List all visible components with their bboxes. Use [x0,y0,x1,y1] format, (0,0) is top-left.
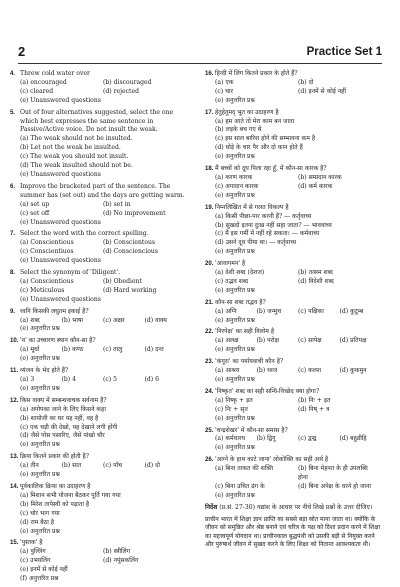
answer-option[interactable]: (b) भाषा [61,316,84,324]
answer-option[interactable]: (a) देशी शब्द (देशज) [215,269,265,277]
answer-option[interactable]: (c) set off [20,209,50,217]
answer-option[interactable]: (a) एक [215,78,234,86]
question-text: 'पुस्तक' है [20,539,43,547]
question-text: 'व' का उच्चारण स्थान कौन-सा है? [20,337,96,345]
answer-option[interactable]: (d) कुटुम्ब [339,307,364,315]
directions-block [205,504,381,513]
question-header [205,388,381,397]
answer-option[interactable]: (a) कर्मधारय [215,435,246,443]
answer-option[interactable]: (e) अनुत्तरित प्रश्न [215,491,255,499]
question-number: 22. [205,328,214,336]
question-number: 25. [205,426,214,434]
answer-option[interactable]: (d) नपुंसकलिंग [103,557,139,565]
answer-option[interactable]: (e) अनुत्तरित प्रश्न [215,444,255,452]
answer-option[interactable]: (e) Unanswered questions [20,257,101,265]
answer-option[interactable]: (d) राम बैठा है [20,518,55,526]
answer-option[interactable]: (d) इनमें से कोई नहीं [298,87,346,95]
answer-option[interactable]: (e) Unanswered questions [20,170,101,178]
option-list [205,213,381,258]
answer-option[interactable]: (a) किसी पीछा-पार करनी हैं? — कर्तृवाच्य [215,212,312,220]
answer-option[interactable]: (e) अनुत्तरित प्रश्न [20,325,60,333]
question-text: 'निष्कृत' शब्द का सही सन्धि-विच्छेद क्या होगा? [215,387,320,395]
answer-option[interactable]: (a) The weak should not be insulted. [20,135,133,143]
option-list [205,397,381,424]
answer-option[interactable]: (c) Meticulous [20,286,65,294]
question-number: 17. [205,108,214,116]
answer-option[interactable]: (c) कलश [298,367,322,375]
question-20 [205,260,381,296]
question-text: कौन-सा शब्द तद्भव है? [215,298,266,306]
answer-option[interactable]: (e) अनुत्तरित प्रश्न [215,96,255,104]
answer-option[interactable]: (d) बिना अपेक्ष के धरने हो जाना [298,482,371,490]
answer-option[interactable]: (c) बिना उचित ढंग के [215,482,265,490]
question-19 [205,204,381,257]
answer-option[interactable]: (a) बिना ताकत की शक्ति [215,465,274,473]
question-header [205,70,381,79]
answer-option[interactable]: (e) Unanswered questions [20,96,101,104]
answer-option[interactable]: (d) निष् + त्र [298,405,330,413]
question-number: 6. [10,182,16,190]
question-number: 5. [10,108,16,116]
answer-option[interactable]: (f) अनुत्तरित प्रश्न [20,575,59,583]
question-header [10,230,186,239]
answer-option[interactable]: (c) चार [215,87,234,95]
directions-label: निर्देश [205,503,218,511]
question-header [10,109,186,136]
answer-option[interactable]: (c) तद्भव शब्द [215,277,249,285]
answer-option[interactable]: (a) अपोपका जाने के लिए किसने कहा [20,405,106,413]
answer-option[interactable]: (e) अनुत्तरित प्रश्न [20,384,60,392]
answer-option[interactable]: (a) Conscientious [20,277,74,285]
question-9 [10,308,186,335]
reading-passage: प्राचीन भारत में शिक्षा ज्ञान प्राप्ति का सबसे बड़ा स्रोत माना जाता था। क्योंकि के जीवन को समुन्नित और श्रेष्ठ बनाने एवं चरित्र के पक्ष को दिशा प्रदान करने में शिक्षा का महत्त्वपूर्ण योगदान था। प्राचीनकाल बुद्धपंथी को उसकी बड़ी से नियुक्त करने और पुरुषार्थ जीवन में सुखद करने के लिए शिक्षा को नितान्त आवश्यकता थी। [205,515,381,549]
option-list [205,79,381,106]
option-list [10,492,186,537]
answer-option[interactable]: (c) चोर भाग गया [20,509,60,517]
option-list [10,79,186,106]
question-number: 21. [205,298,214,306]
question-text: मैं बच्चों को दूध पिला रहा हूँ, में कौन-सा कारक है? [215,165,327,173]
answer-option[interactable]: (e) अनुत्तरित प्रश्न [20,471,60,479]
option-list [205,337,381,355]
answer-option[interactable]: (b) Obedient [103,277,142,285]
option-list [205,118,381,163]
answer-option[interactable]: (c) cleared [20,87,54,95]
option-list [10,406,186,451]
question-number: 7. [10,230,16,238]
answer-option[interactable]: (a) शब्द [20,316,40,324]
answer-option[interactable]: (b) मिरेश तापेस्वी को पढ़ाता है [20,500,90,508]
answer-option[interactable]: (c) पाँच [103,462,123,470]
answer-option[interactable]: (c) द्वन्द्व [298,435,317,443]
option-list [205,367,381,385]
answer-option[interactable]: (d) Hard working [103,286,157,294]
answer-option[interactable]: (b) Conscientous [103,239,156,247]
answer-option[interactable]: (d) उसने दूध पीया था। — कर्तृवाच्य [215,239,297,247]
question-18 [205,165,381,201]
question-header [205,109,381,118]
question-13 [10,453,186,480]
answer-option[interactable]: (e) Unanswered questions [20,295,101,303]
question-number: 15. [10,539,19,547]
answer-option[interactable]: (c) निः + सृत [215,405,248,413]
question-11 [10,367,186,394]
question-text: Select the word with the correct spelling. [20,230,149,238]
answer-option[interactable]: (c) तालु [103,346,123,354]
page-header [18,44,382,60]
question-5 [10,109,186,180]
answer-option[interactable]: (c) 5 [103,376,117,383]
answer-option[interactable]: (b) सुखदो इतना दुःख नहीं सहा जाता? — भाववाच्य [215,221,332,229]
question-text: 'निरपेक्ष' का सही विलोम है [215,328,275,336]
answer-option[interactable]: (a) निष्कृ + ड़त [215,396,253,404]
question-17 [205,109,381,162]
question-text: Improve the bracketed part of the sentence. The summer has (set out) and the days are getting warm. [20,182,185,199]
question-number: 20. [205,260,214,268]
answer-option[interactable]: (b) सात [61,462,82,470]
question-26 [205,456,381,501]
answer-option[interactable]: (d) rejected [103,87,139,95]
answer-option[interactable]: (a) आश्रय [215,367,240,375]
left-column [10,70,186,587]
question-23 [205,358,381,385]
question-text: निम्नलिखित में से गलत विकल्प है [215,203,289,211]
question-number: 18. [205,165,214,173]
answer-option[interactable]: (d) प्रतिपक्ष [339,337,367,345]
question-22 [205,328,381,355]
question-number: 23. [205,358,214,366]
question-header [10,453,186,462]
question-header [205,165,381,174]
answer-option[interactable]: (b) discouraged [103,78,152,86]
option-list [10,462,186,480]
answer-option[interactable]: (a) तीन [20,462,39,470]
answer-option[interactable]: (e) अनुत्तरित प्रश्न [20,527,60,535]
question-header [205,456,381,465]
answer-option[interactable]: (c) एक चड़ी की देखो, यह देखाने लगी होंगी [20,423,118,431]
option-list [205,269,381,296]
answer-option[interactable]: (b) सम्प्रदान कारक [298,173,342,181]
answer-option[interactable]: (e) इनमें से कोई नहीं [20,566,68,574]
answer-option[interactable]: (d) वाक्य [144,316,167,324]
question-header [10,269,186,278]
question-10 [10,337,186,364]
practice-set-title: Practice Set 1 [306,46,382,58]
option-list [10,278,186,305]
question-header [10,367,186,376]
question-number: 8. [10,269,16,277]
right-column [205,70,381,550]
answer-option[interactable]: (a) हम आते तो मेरा काम बन जाता [215,117,295,125]
answer-option[interactable]: (c) The weak you should not insult. [20,153,129,161]
answer-option[interactable]: (c) Conscientiuos [20,248,74,256]
option-list [10,376,186,394]
question-12 [10,397,186,450]
option-list [205,465,381,501]
answer-option[interactable]: (b) द्विगु [256,435,276,443]
header-rule [18,63,382,64]
question-header [205,204,381,213]
question-number: 19. [205,203,214,211]
question-number: 4. [10,70,16,77]
question-number: 26. [205,456,214,464]
question-text: हेतुहेतुमद् भूत का उदाहरण है [215,108,279,116]
answer-option[interactable]: (c) मैं इस गर्मी में नहीं रहे सकता। — कर्मवाच्य [215,230,320,238]
answer-option[interactable]: (a) 3 [20,376,35,383]
answer-option[interactable]: (a) अग्नि [215,307,237,315]
option-list [10,239,186,266]
question-25 [205,427,381,454]
question-text: 'आग्ने के हाथ काटे जाना' लोकोक्ति का सही अर्थ है [215,456,329,464]
question-number: 10. [10,337,19,345]
answer-option[interactable]: (b) निः + ड़त [298,396,331,404]
answer-option[interactable]: (b) कण्ठ [61,346,84,354]
question-text: 'चन्द्रशेखर' में कौन-सा समास है? [215,426,288,434]
answer-option[interactable]: (d) The weak insulted should not be. [20,162,133,170]
answer-option[interactable]: (c) सापेक्ष [298,337,322,345]
answer-option[interactable]: (c) इस साल बारिश होने की सम्भावना कम है [215,135,316,143]
option-list [10,548,186,584]
question-text: 'कंगूरा' का पर्यायवाची कौन है? [215,358,284,366]
question-21 [205,299,381,326]
question-number: 14. [10,482,19,490]
question-text: हिन्दी में लिंग कितने प्रकार के होते हैं? [215,70,298,77]
answer-option[interactable]: (b) स्त्रीलिंग [103,548,131,556]
answer-option[interactable]: (c) अपादान कारक [215,182,259,190]
answer-option[interactable]: (a) Conscientious [20,239,74,247]
question-text: Threw cold water over [20,70,90,77]
question-16 [205,70,381,106]
answer-option[interactable]: (d) घोड़े के चार पैर और दो कान होते हैं [215,144,303,152]
answer-option[interactable]: (a) पुल्लिंग [20,548,46,556]
question-number: 9. [10,307,16,315]
answer-option[interactable]: (b) दो [298,78,314,86]
question-header [10,483,186,492]
answer-option[interactable]: (d) कुकमुन [339,367,367,375]
question-text: Select the synonym of 'Diligent'. [20,269,121,277]
answer-option[interactable]: (a) अलक्ष [215,337,239,345]
question-text: Out of four alternatives suggested, select the one which best expresses the same sentence in Passive/Active voice. Do not insult the weak. [20,108,174,134]
question-14 [10,483,186,536]
answer-option[interactable]: (e) अनुत्तरित प्रश्न [20,441,60,449]
answer-option[interactable]: (b) जन्मुच [256,307,282,315]
question-header [10,337,186,346]
answer-option[interactable]: (c) उभयलिंग [20,557,51,565]
option-list [205,174,381,201]
page-number: 2 [18,44,26,59]
question-text: क्रिया कितने प्रकार की होती है? [20,453,90,461]
answer-option[interactable]: (b) परोक्ष [256,337,279,345]
option-list [10,317,186,335]
answer-option[interactable]: (e) अनुत्तरित प्रश्न [215,414,255,422]
answer-option[interactable]: (c) अक्षर [103,316,125,324]
question-text: किस वाक्य में सम्बन्धवाचक सर्वनाम है? [20,396,107,404]
option-list [10,201,186,228]
question-header [10,308,186,317]
option-list [10,135,186,180]
question-number: 24. [205,387,214,395]
answer-option[interactable]: (e) अनुत्तरित प्रश्न [215,316,255,324]
option-list [10,346,186,364]
answer-option[interactable]: (e) Unanswered questions [20,218,101,226]
answer-option[interactable]: (b) तत्सम शब्द [298,269,333,277]
question-header [10,183,186,201]
answer-option[interactable]: (e) अनुत्तरित प्रश्न [215,346,255,354]
question-header [10,70,186,79]
answer-option[interactable]: (e) अनुत्तरित प्रश्न [215,153,255,161]
answer-option[interactable]: (e) अनुत्तरित प्रश्न [215,286,255,294]
answer-option[interactable]: (d) बहुव्रीहि [339,435,367,443]
question-4 [10,70,186,106]
option-list [205,435,381,453]
answer-option[interactable]: (b) बिना मेहनत के ही उपलब्धि होना [298,465,368,482]
answer-option[interactable]: (d) कर्म कारक [298,182,333,190]
question-text: ध्वनि किसकी लघुतम इकाई है? [20,307,89,315]
answer-option[interactable]: (d) दन्त [144,346,164,354]
question-text: 'आवागमन' है [215,260,246,268]
question-6 [10,183,186,228]
answer-option[interactable]: (d) जैसे पोस पसारिए, जैसे पांखो चौर [20,432,105,440]
question-header [10,397,186,406]
answer-option[interactable]: (d) Consciencious [103,248,158,256]
option-list [205,308,381,326]
question-text: पूर्वकालिक क्रिया का उदाहरण है [20,482,91,490]
answer-option[interactable]: (d) दो [144,462,160,470]
answer-option[interactable]: (d) No improvement [103,209,166,217]
answer-option[interactable]: (a) मूर्धा [20,346,40,354]
question-number: 16. [205,70,214,77]
question-number: 12. [10,396,19,404]
question-header [205,358,381,367]
answer-option[interactable]: (d) विदेशी शब्द [298,277,334,285]
question-header [205,260,381,269]
question-text: व्यंजन के भेद होते हैं? [20,367,69,375]
answer-option[interactable]: (e) अनुत्तरित प्रश्न [215,248,255,256]
answer-option[interactable]: (b) लड़के बच गए थे [215,126,262,134]
answer-option[interactable]: (a) मिशान सभी योजना बैठकर पूर्ति गया गया [20,491,121,499]
question-15 [10,539,186,584]
question-8 [10,269,186,305]
question-24 [205,388,381,424]
answer-option[interactable]: (b) शायोजी का घर यह नहीं, वह है [20,414,99,422]
answer-option[interactable]: (b) 4 [61,376,76,383]
question-header [205,299,381,308]
answer-option[interactable]: (a) set up [20,200,50,208]
answer-option[interactable]: (a) encouraged [20,78,67,86]
directions-text: (प्र.सं. 27-30) गद्यांश के आधार पर नीचे लिखे प्रश्नों के उत्तर दीजिए। [219,503,373,511]
question-header [10,539,186,548]
answer-option[interactable]: (e) अनुत्तरित प्रश्न [215,376,255,383]
question-number: 13. [10,453,19,461]
answer-option[interactable]: (e) अनुत्तरित प्रश्न [20,355,60,363]
question-7 [10,230,186,266]
answer-option[interactable]: (b) set in [103,200,131,208]
answer-option[interactable]: (b) Let not the weak be insulted. [20,144,121,152]
question-number: 11. [10,367,19,375]
answer-option[interactable]: (d) 6 [144,376,159,383]
answer-option[interactable]: (b) ध्वज [256,367,278,375]
answer-option[interactable]: (c) पक्षिका [298,307,324,315]
answer-option[interactable]: (e) अनुत्तरित प्रश्न [215,191,255,199]
answer-option[interactable]: (a) करण कारक [215,173,253,181]
